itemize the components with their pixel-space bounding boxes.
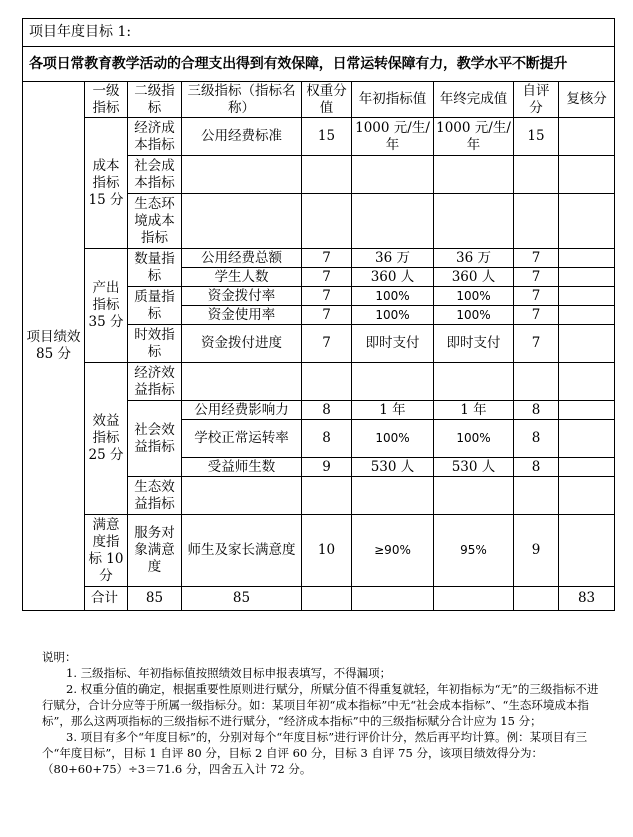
output-quantity: 数量指标	[128, 249, 182, 287]
header-level2: 二级指标	[128, 82, 182, 118]
level3-name: 公用经费总额	[182, 249, 302, 268]
performance-sheet	[22, 18, 614, 611]
satisfaction-level1: 满意度指标 10 分	[85, 515, 128, 587]
final-value: 即时支付	[434, 325, 514, 363]
project-score-cell: 项目绩效 85 分	[23, 82, 85, 611]
self-score: 7	[514, 287, 559, 306]
note-item: 3. 项目有多个“年度目标”的，分别对每个“年度目标”进行评价计分，然后再平均计算。例：某项目有三个“年度目标”，目标 1 自评 80 分，目标 2 自评 60 分，目标 3 自评 75 分，该项目绩效得分为：（80+60+75）÷3＝71.6 分，四舍五入计 72 分。	[42, 730, 588, 776]
level3-name: 资金使用率	[182, 306, 302, 325]
header-row	[23, 82, 615, 118]
initial-value: 100%	[352, 306, 434, 325]
final-value: 100%	[434, 287, 514, 306]
final-value: 100%	[434, 306, 514, 325]
level3-name: 受益师生数	[182, 458, 302, 477]
notes	[42, 649, 602, 777]
weight-value: 7	[302, 287, 352, 306]
review-score	[559, 249, 615, 268]
final-value: 36 万	[434, 249, 514, 268]
goal-title: 项目年度目标 1:	[23, 19, 615, 47]
total-level1: 85	[128, 587, 182, 611]
self-score: 7	[514, 306, 559, 325]
final-value: 1000 元/生/年	[434, 118, 514, 156]
table-row	[23, 249, 615, 268]
header-final: 年终完成值	[434, 82, 514, 118]
header-self: 自评分	[514, 82, 559, 118]
self-score: 7	[514, 249, 559, 268]
final-value: 100%	[434, 420, 514, 458]
initial-value: ≥90%	[352, 515, 434, 587]
total-self: 83	[559, 587, 615, 611]
self-score: 8	[514, 420, 559, 458]
self-score: 8	[514, 458, 559, 477]
weight-value: 10	[302, 515, 352, 587]
level3-name: 公用经费标准	[182, 118, 302, 156]
goal-title-row	[23, 19, 615, 47]
level3-name: 学校正常运转率	[182, 420, 302, 458]
header-weight: 权重分值	[302, 82, 352, 118]
performance-table	[22, 18, 615, 611]
review-score	[559, 420, 615, 458]
initial-value: 即时支付	[352, 325, 434, 363]
initial-value: 1 年	[352, 401, 434, 420]
cost-social: 社会成本指标	[128, 156, 182, 194]
self-score: 7	[514, 325, 559, 363]
total-row	[23, 587, 615, 611]
initial-value: 1000 元/生/年	[352, 118, 434, 156]
initial-value: 100%	[352, 287, 434, 306]
cost-eco: 生态环境成本指标	[128, 194, 182, 249]
final-value: 360 人	[434, 268, 514, 287]
level3-name: 资金拨付进度	[182, 325, 302, 363]
output-quality: 质量指标	[128, 287, 182, 325]
review-score	[559, 401, 615, 420]
satisfaction-level2: 服务对象满意度	[128, 515, 182, 587]
benefit-social: 社会效益指标	[128, 401, 182, 477]
final-value: 1 年	[434, 401, 514, 420]
goal-text: 各项日常教育教学活动的合理支出得到有效保障，日常运转保障有力，教学水平不断提升	[23, 47, 615, 82]
level3-name: 公用经费影响力	[182, 401, 302, 420]
initial-value: 360 人	[352, 268, 434, 287]
header-initial: 年初指标值	[352, 82, 434, 118]
total-level2: 85	[182, 587, 302, 611]
initial-value: 36 万	[352, 249, 434, 268]
note-item: 1. 三级指标、年初指标值按照绩效目标申报表填写，不得漏项；	[66, 666, 392, 680]
initial-value: 530 人	[352, 458, 434, 477]
note-item: 2. 权重分值的确定，根据重要性原则进行赋分，所赋分值不得重复就轻，年初指标为“无”的三级指标不进行赋分，合计分应等于所属一级指标分。如：某项目年初“成本指标”中无“社会成本指标”、“生态环境成本指标”，那么这两项指标的三级指标不进行赋分，“经济成本指标”中的三级指标赋分合计应为 15 分；	[42, 682, 599, 728]
benefit-level1: 效益指标 25 分	[85, 363, 128, 515]
weight-value: 9	[302, 458, 352, 477]
header-level1: 一级指标	[85, 82, 128, 118]
initial-value: 100%	[352, 420, 434, 458]
cost-level1: 成本指标 15 分	[85, 118, 128, 249]
review-score	[559, 325, 615, 363]
self-score: 8	[514, 401, 559, 420]
review-score	[559, 515, 615, 587]
weight-value: 8	[302, 420, 352, 458]
table-row	[23, 118, 615, 156]
review-score	[559, 458, 615, 477]
total-label: 合计	[85, 587, 128, 611]
header-level3: 三级指标（指标名称）	[182, 82, 302, 118]
output-timeliness: 时效指标	[128, 325, 182, 363]
weight-value: 7	[302, 325, 352, 363]
output-level1: 产出指标 35 分	[85, 249, 128, 363]
table-row	[23, 363, 615, 401]
benefit-eco: 生态效益指标	[128, 477, 182, 515]
self-score: 7	[514, 268, 559, 287]
benefit-economic: 经济效益指标	[128, 363, 182, 401]
weight-value: 15	[302, 118, 352, 156]
weight-value: 7	[302, 249, 352, 268]
notes-title: 说明：	[42, 650, 77, 664]
review-score	[559, 306, 615, 325]
review-score	[559, 118, 615, 156]
weight-value: 7	[302, 268, 352, 287]
table-row	[23, 515, 615, 587]
self-score: 15	[514, 118, 559, 156]
final-value: 530 人	[434, 458, 514, 477]
cost-economic: 经济成本指标	[128, 118, 182, 156]
weight-value: 8	[302, 401, 352, 420]
review-score	[559, 268, 615, 287]
review-score	[559, 287, 615, 306]
final-value: 95%	[434, 515, 514, 587]
goal-text-row	[23, 47, 615, 82]
self-score: 9	[514, 515, 559, 587]
header-review: 复核分	[559, 82, 615, 118]
level3-name: 资金拨付率	[182, 287, 302, 306]
level3-name: 师生及家长满意度	[182, 515, 302, 587]
level3-name: 学生人数	[182, 268, 302, 287]
weight-value: 7	[302, 306, 352, 325]
